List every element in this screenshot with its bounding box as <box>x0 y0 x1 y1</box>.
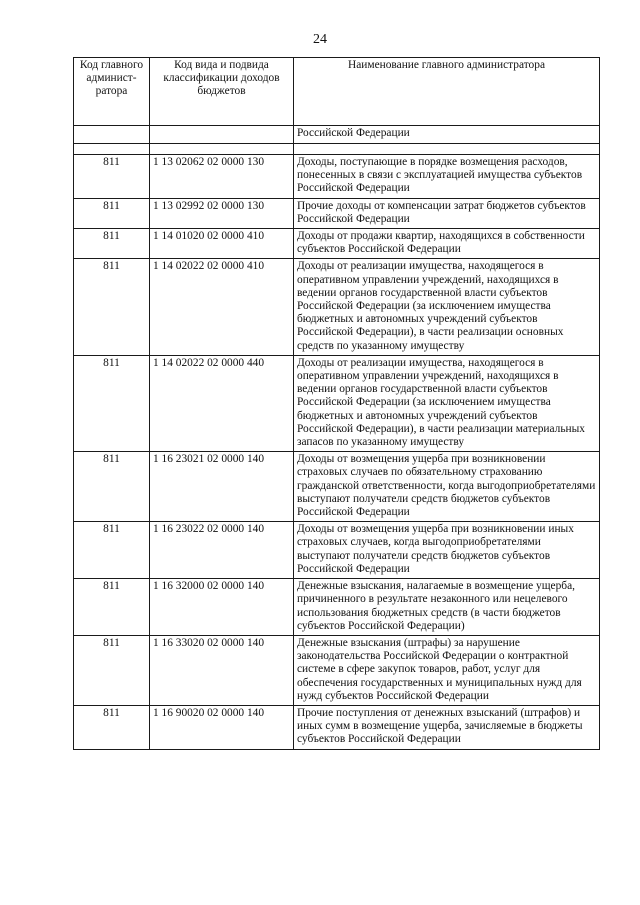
classification-code-cell: 1 16 32000 02 0000 140 <box>150 579 294 636</box>
admin-code-cell: 811 <box>74 355 150 451</box>
table-header-row <box>74 58 600 126</box>
classification-code-cell: 1 13 02062 02 0000 130 <box>150 155 294 199</box>
continuation-row <box>74 126 600 144</box>
classification-code-cell: 1 14 01020 02 0000 410 <box>150 229 294 259</box>
revenue-description-cell: Доходы от реализации имущества, находящегося в оперативном управлении учреждений, находящихся в ведении органов государственной власти субъектов Российской Федерации (за исключением имущества бюджетных и автономных учреждений субъектов Российской Федерации), в части реализации материальных запасов по указанному имуществу <box>294 355 600 451</box>
classification-code-cell: 1 16 33020 02 0000 140 <box>150 635 294 705</box>
admin-code-cell: 811 <box>74 635 150 705</box>
revenue-description-cell: Доходы от возмещения ущерба при возникновении страховых случаев по обязательному страхованию гражданской ответственности, когда выгодоприобретателями выступают получатели средств бюджетов субъектов Российской Федерации <box>294 452 600 522</box>
revenue-description-cell: Денежные взыскания (штрафы) за нарушение законодательства Российской Федерации о контрактной системе в сфере закупок товаров, работ, услуг для обеспечения государственных и муниципальных нужд для нужд субъектов Российской Федерации <box>294 635 600 705</box>
revenue-description-cell: Доходы от реализации имущества, находящегося в оперативном управлении учреждений, находящихся в ведении органов государственной власти субъектов Российской Федерации (за исключением имущества бюджетных и автономных учреждений субъектов Российской Федерации), в части реализации основных средств по указанному имуществу <box>294 259 600 355</box>
classification-code-cell: 1 16 23021 02 0000 140 <box>150 452 294 522</box>
table-row <box>74 635 600 705</box>
admin-code-cell: 811 <box>74 452 150 522</box>
revenue-description-cell: Прочие поступления от денежных взысканий (штрафов) и иных сумм в возмещение ущерба, зачисляемые в бюджеты субъектов Российской Федерации <box>294 705 600 749</box>
admin-code-cell: 811 <box>74 259 150 355</box>
continuation-code-cell <box>74 126 150 144</box>
revenue-description-cell: Денежные взыскания, налагаемые в возмещение ущерба, причиненного в результате незаконного или нецелевого использования бюджетных средств (в части бюджетов субъектов Российской Федерации) <box>294 579 600 636</box>
admin-code-cell: 811 <box>74 229 150 259</box>
table-row <box>74 198 600 228</box>
continuation-name-cell: Российской Федерации <box>294 126 600 144</box>
table-row <box>74 259 600 355</box>
classification-code-cell: 1 16 90020 02 0000 140 <box>150 705 294 749</box>
revenue-description-cell: Доходы, поступающие в порядке возмещения расходов, понесенных в связи с эксплуатацией имущества субъектов Российской Федерации <box>294 155 600 199</box>
classification-code-cell: 1 16 23022 02 0000 140 <box>150 522 294 579</box>
classification-code-cell: 1 14 02022 02 0000 410 <box>150 259 294 355</box>
table-body <box>74 126 600 750</box>
table-row <box>74 355 600 451</box>
spacer-cell <box>294 144 600 155</box>
spacer-cell <box>74 144 150 155</box>
admin-code-cell: 811 <box>74 198 150 228</box>
revenue-description-cell: Доходы от продажи квартир, находящихся в собственности субъектов Российской Федерации <box>294 229 600 259</box>
classification-code-cell: 1 14 02022 02 0000 440 <box>150 355 294 451</box>
spacer-cell <box>150 144 294 155</box>
table-row <box>74 705 600 749</box>
table-row <box>74 155 600 199</box>
header-classification-code: Код вида и подвида классификации доходов бюджетов <box>150 58 294 126</box>
spacer-row <box>74 144 600 155</box>
continuation-class-cell <box>150 126 294 144</box>
classification-code-cell: 1 13 02992 02 0000 130 <box>150 198 294 228</box>
table-row <box>74 579 600 636</box>
revenue-administrators-table <box>73 57 600 750</box>
table-row <box>74 522 600 579</box>
header-admin-code: Код главного админист-ратора <box>74 58 150 126</box>
revenue-description-cell: Прочие доходы от компенсации затрат бюджетов субъектов Российской Федерации <box>294 198 600 228</box>
admin-code-cell: 811 <box>74 522 150 579</box>
table-row <box>74 229 600 259</box>
header-administrator-name: Наименование главного администратора <box>294 58 600 126</box>
admin-code-cell: 811 <box>74 579 150 636</box>
admin-code-cell: 811 <box>74 155 150 199</box>
page-number: 24 <box>313 32 327 47</box>
revenue-description-cell: Доходы от возмещения ущерба при возникновении иных страховых случаев, когда выгодоприобретателями выступают получатели средств бюджетов субъектов Российской Федерации <box>294 522 600 579</box>
table-row <box>74 452 600 522</box>
admin-code-cell: 811 <box>74 705 150 749</box>
